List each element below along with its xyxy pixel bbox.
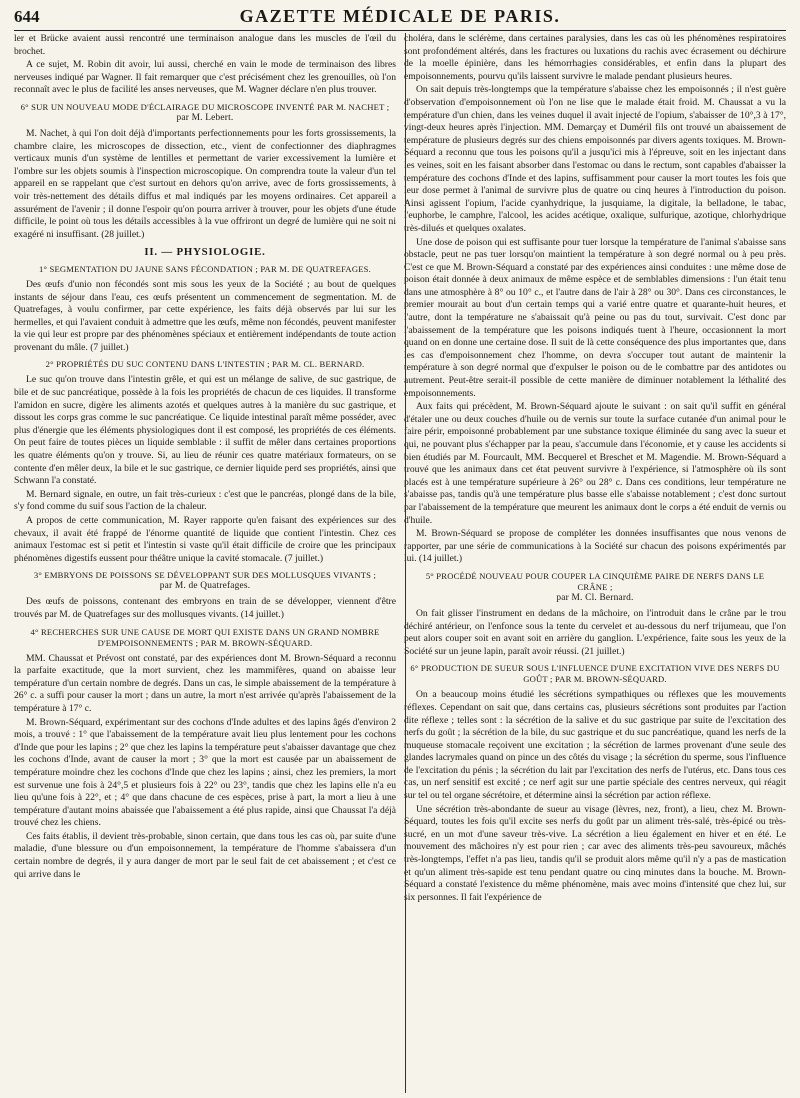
paragraph: M. Nachet, à qui l'on doit déjà d'importants perfectionnements pour les forts grossissements, la chambre claire, les microscopes de dissection, etc., vient de confectionner des diaphragmes verticaux munis d'un système de lentilles et permettant de varier excessivement la lumière et l'ombre sur les objets soumis à l'inspection microscopique. On comprendra toute la valeur d'un tel appareil en se rappelant que c'est surtout en dehors qu'on arrive, avec de forts grossissements, à voir très-nettement des détails diffus et mal indiqués par les moyens ordinaires. Cet appareil a assurément de l'avenir ; il donne l'espoir qu'on pourra arriver à trouver, pour les objets d'une étude difficile, le point où tous les détails accessibles à la vue offriront un degré de lumière qui ne soit ni exagéré ni insuffisant. (28 juillet.)	[14, 127, 396, 240]
paragraph: Des œufs de poissons, contenant des embryons en train de se développer, viennent d'être trouvés par M. de Quatrefages sur des mollusques vivants. (14 juillet.)	[14, 596, 396, 620]
section-author: par M. Cl. Bernard.	[556, 592, 634, 603]
paragraph: On sait depuis très-longtemps que la température s'abaisse chez les empoisonnés ; il n'est guère d'observation d'empoisonnement où l'on ne lise que le malade était froid. M. Chaussat a vu la température d'un chien, dans les veines duquel il avait injecté de l'opium, s'abaisser de 10°,3 à 17°, vingt-deux heures après l'injection. MM. Demarçay et Duméril fils ont trouvé un abaissement de température de plusieurs degrés sur des chiens empoisonnés par divers agents toxiques. M. Brown-Séquard a reconnu que tous les poisons qu'il a jusqu'ici mis à l'épreuve, soit en les injectant dans les veines, soit en les faisant absorber dans l'estomac ou dans le rectum, sont capables d'abaisser la température des cochons d'Inde et des lapins, suffisamment pour causer la mort toutes les fois que leur dose permet à l'animal de survivre plus de quatre ou cinq heures à l'introduction du poison. Ainsi agissent l'opium, l'acide cyanhydrique, la jusquiame, la digitale, la belladone, le tabac, l'euphorbe, le camphre, l'alcool, les acides acétique, oxalique, sulfurique, azotique, chlorhydrique très-dilués et quelques oxalates.	[404, 84, 786, 234]
paragraph: M. Brown-Séquard se propose de compléter les données insuffisantes que nous venons de rapporter, par une série de communications à la Société sur chacun des poisons expérimentés par lui. (14 juillet.)	[404, 528, 786, 565]
paragraph: On fait glisser l'instrument en dedans de la mâchoire, on l'introduit dans le crâne par le trou déchiré antérieur, on l'enfonce sous la tente du cervelet et au-dessous du nerf trijumeau, que l'on peut alors couper soit en avant soit en arrière du ganglion. L'expérience, faite sous les yeux de la Société sur un jeune lapin, paraît avoir réussi. (21 juillet.)	[404, 607, 786, 657]
two-column-body	[14, 33, 786, 1093]
section-author: par M. de Quatrefages.	[159, 581, 251, 592]
paragraph: Des œufs d'unio non fécondés sont mis sous les yeux de la Société ; au bout de quelques instants de séjour dans l'eau, ces œufs présentent un commencement de segmentation. M. de Quatrefages, à voulu confirmer, par cette expérience, les faits déjà observés par lui sur les hermelles, et qui l'avaient conduit à admettre que les œufs, même non fécondés, peuvent manifester la vie qui leur est propre par des phénomènes spéciaux et entièrement indépendants de toute action provenant du mâle. (7 juillet.)	[14, 278, 396, 353]
paragraph: Aux faits qui précèdent, M. Brown-Séquard ajoute le suivant : on sait qu'il suffit en général d'étaler une ou deux couches d'huile ou de vernis sur toute la surface cutanée d'un animal pour le faire périr, empoisonné probablement par une substance toxique éliminée du sang avec la sueur et qui, ne pouvant plus s'échapper par la peau, s'accumule dans l'économie, et y cause les accidents si bien étudiés par M. Fourcault, MM. Becquerel et Breschet et M. Magendie. M. Brown-Séquard a trouvé que les animaux dans cet état peuvent survivre à l'expérience, si l'atmosphère où ils sont placés est à une température supérieure à 26° ou 28° c. Dans ces conditions, leur température ne s'abaisse pas, tandis qu'à une température plus basse elle s'abaisse notablement ; c'est donc surtout par l'abaissement de la température que meurent les animaux dont le corps a été enduit de vernis ou d'huile.	[404, 401, 786, 526]
paragraph: choléra, dans le sclérème, dans certaines paralysies, dans les cas où les phénomènes respiratoires sont profondément altérés, dans les fractures ou luxations du rachis avec écrasement ou déchirure de la moelle épinière, dans les hémorrhagies considérables, et enfin dans la plupart des empoisonnements, pourvu qu'ils laissent survivre le malade pendant plusieurs heures.	[404, 33, 786, 82]
page-number: 644	[14, 7, 40, 26]
paragraph: Ces faits établis, il devient très-probable, sinon certain, que dans tous les cas où, par suite d'une maladie, d'une blessure ou d'un empoisonnement, la température de l'homme s'abaissera d'un certain nombre de degrés, il y aura danger de mort par le seul fait de cet abaissement ; et c'est ce qui arrive dans le	[14, 830, 396, 880]
paragraph: M. Bernard signale, en outre, un fait très-curieux : c'est que le pancréas, plongé dans de la bile, s'y fond comme du suif sous l'action de la chaleur.	[14, 488, 396, 513]
section-title: 6° SUR UN NOUVEAU MODE D'ÉCLAIRAGE DU MICROSCOPE INVENTÉ PAR M. NACHET ;	[20, 101, 390, 112]
left-column	[14, 33, 396, 1093]
column-rule	[405, 33, 406, 1093]
section-heading: 6° PRODUCTION DE SUEUR SOUS L'INFLUENCE D'UNE EXCITATION VIVE DES NERFS DU GOÛT ; PAR M. BROWN-SÉQUARD.	[410, 663, 780, 685]
journal-title: GAZETTE MÉDICALE DE PARIS.	[239, 6, 561, 26]
page-header	[14, 6, 786, 31]
paragraph: A propos de cette communication, M. Rayer rapporte qu'en faisant des expériences sur des chevaux, il avait été frappé de l'énorme quantité de liquide que contient l'intestin. Chez ces animaux l'estomac est si petit et l'intestin si vaste qu'il était difficile de croire que les principaux phénomènes digestifs eussent pour théâtre unique la cavité stomacale. (7 juillet.)	[14, 515, 396, 564]
section-author: par M. Lebert.	[176, 112, 234, 123]
paragraph: Une sécrétion très-abondante de sueur au visage (lèvres, nez, front), a lieu, chez M. Brown-Séquard, toutes les fois qu'il excite ses nerfs du goût par un aliment très-salé, très-épicé ou très-sucré, en un mot d'une saveur très-vive. La sécrétion a lieu également en hiver et en été. Le mouvement des mâchoires n'y est pour rien ; car avec des aliments très-peu savoureux, mâchés très-longtemps, l'effet n'a pas lieu, tandis qu'il se produit alors même qu'il n'y a pas de mastication et qu'un aliment très-sapide est tenu pendant quatre ou cinq minutes dans la bouche. M. Brown-Séquard a constaté l'existence du même phénomène, mais avec moins d'intensité que chez lui, sur six personnes. Il fait l'expérience de	[404, 803, 786, 903]
paragraph: Le suc qu'on trouve dans l'intestin grêle, et qui est un mélange de salive, de suc gastrique, de bile et de suc pancréatique, possède à la fois les propriétés de chacun de ces liquides. Il transforme l'amidon en sucre, digère les aliments azotés et quelques autres à la manière du suc gastrique, et dissout les corps gras comme le suc pancréatique. Ce liquide intestinal paraît même posséder, avec plus d'énergie que les éléments physiologiques dont il est composé, les propriétés de ces éléments. On peut faire de toutes pièces un liquide semblable : il suffit de mêler dans certaines proportions les quatre éléments qu'on y trouve. Si, au lieu de réunir ces quatre matériaux formateurs, on se contente d'en mêler deux, la bile et le suc gastrique, ce dernier liquide perd ses propriétés, ainsi que Schwann l'a constaté.	[14, 374, 396, 487]
section-heading: 1° SEGMENTATION DU JAUNE SANS FÉCONDATION ; PAR M. DE QUATREFAGES.	[38, 263, 372, 274]
section-title: 5° PROCÉDÉ NOUVEAU POUR COUPER LA CINQUIÈME PAIRE DE NERFS DANS LE CRÂNE ;	[425, 570, 765, 592]
paragraph: M. Brown-Séquard, expérimentant sur des cochons d'Inde adultes et des lapins âgés d'environ 2 mois, a trouvé : 1° que l'abaissement de la température avait lieu plus lentement pour les cochons d'Inde que pour les lapins ; 2° que chez les lapins la température peut s'abaisser davantage que chez les cochons d'Inde, avant de causer la mort ; 3° que la mort est causée par un abaissement de température moindre chez les cochons d'Inde que chez les lapins ; ainsi, chez les premiers, la mort est survenue une fois à 24°,5 et plusieurs fois à 22° ou 23°, tandis que chez les lapins elle n'a eu lieu qu'une fois à 22°, et ; 4° que dans chacune de ces espèces, prise à part, la mort a lieu à une température d'autant moins abaissée que l'abaissement a été plus rapide, ainsi que Chaussat l'a déjà trouvé chez les chiens.	[14, 716, 396, 829]
section-heading	[410, 571, 780, 604]
paragraph: Une dose de poison qui est suffisante pour tuer lorsque la température de l'animal s'abaisse sans obstacle, peut ne pas tuer lorsqu'on maintient la température à son degré normal ou à peu près. C'est ce que M. Brown-Séquard a constaté par des expériences ainsi conduites : une même dose de poison était donnée à deux animaux de même espèce et de semblables dimensions : l'un était tenu dans une atmosphère à 8° ou 10° c., et l'autre dans de l'air à 28° ou 30°. Dans ces circonstances, le premier mourait au bout d'un certain temps qui a varié entre quatre et quarante-huit heures, et l'autre, dont la température ne s'abaissait qu'à peine ou pas du tout, survivait. C'est donc par l'abaissement de la température que les poisons indiqués tuent à l'heure, occasionnent la mort quand on en donne une certaine dose. Il suit de là cette conséquence des plus importantes que, dans les cas d'empoisonnement chez l'homme, on devra s'occuper tout autant de maintenir la température à son degré normal que d'expulser le poison ou de le combattre par des antidotes ou autrement. Peut-être serait-il possible de cette manière de diminuer notablement la léthalité des empoisonnements.	[404, 236, 786, 399]
paragraph: A ce sujet, M. Robin dit avoir, lui aussi, cherché en vain le mode de terminaison des libres nerveuses indiqué par Wagner. Il fait remarquer que c'est précisément chez les grenouilles, où l'on reconnaît avec le plus de facilité les anses nerveuses, que M. Wagner déclare n'en plus trouver.	[14, 59, 396, 96]
paragraph: On a beaucoup moins étudié les sécrétions sympathiques ou réflexes que les mouvements réflexes. Cependant on sait que, dans certains cas, plusieurs sécrétions sont produites par l'action dite réflexe ; telles sont : la sécrétion de la salive et du suc gastrique par suite de l'excitation des nerfs du goût ; la sécrétion de la bile, du suc gastrique et du suc pancréatique, quand les nerfs de la muqueuse stomacale reçoivent une excitation ; la sécrétion de larmes provenant d'une seule des glandes lacrymales quand on pince un des côtés du visage ; la sécrétion du sperme, sous l'influence de l'excitation du pénis ; la sécrétion du lait par l'excitation des nerfs de l'utérus, etc. Dans tous ces cas, un nerf sensitif est excité ; ce nerf agit sur une partie spéciale des centres nerveux, qui réagit sur tel ou tel organe sécrétoire, et détermine ainsi la sécrétion par action réflexe.	[404, 689, 786, 802]
section-title: 3° EMBRYONS DE POISSONS SE DÉVELOPPANT SUR DES MOLLUSQUES VIVANTS ;	[33, 570, 377, 581]
paragraph: MM. Chaussat et Prévost ont constaté, par des expériences dont M. Brown-Séquard a reconnu la parfaite exactitude, que la mort survient, chez les mammifères, quand on abaisse leur température d'un certain nombre de degrés. Dans un cas, le simple abaissement de la température à 26° c. a suffi pour causer la mort ; dans un autre, la mort n'est arrivée qu'après l'abaissement de la température à 17° c.	[14, 652, 396, 714]
section-heading	[20, 102, 390, 124]
paragraph: ler et Brücke avaient aussi rencontré une terminaison analogue dans les muscles de l'œil du brochet.	[14, 33, 396, 57]
section-heading	[20, 570, 390, 592]
right-column	[404, 33, 786, 1093]
part-heading: II. — PHYSIOLOGIE.	[144, 246, 266, 259]
section-heading: 2° PROPRIÉTÉS DU SUC CONTENU DANS L'INTESTIN ; PAR M. CL. BERNARD.	[45, 359, 365, 370]
section-heading: 4° RECHERCHES SUR UNE CAUSE DE MORT QUI EXISTE DANS UN GRAND NOMBRE D'EMPOISONNEMENTS ; PAR M. BROWN-SÉQUARD.	[30, 626, 380, 648]
